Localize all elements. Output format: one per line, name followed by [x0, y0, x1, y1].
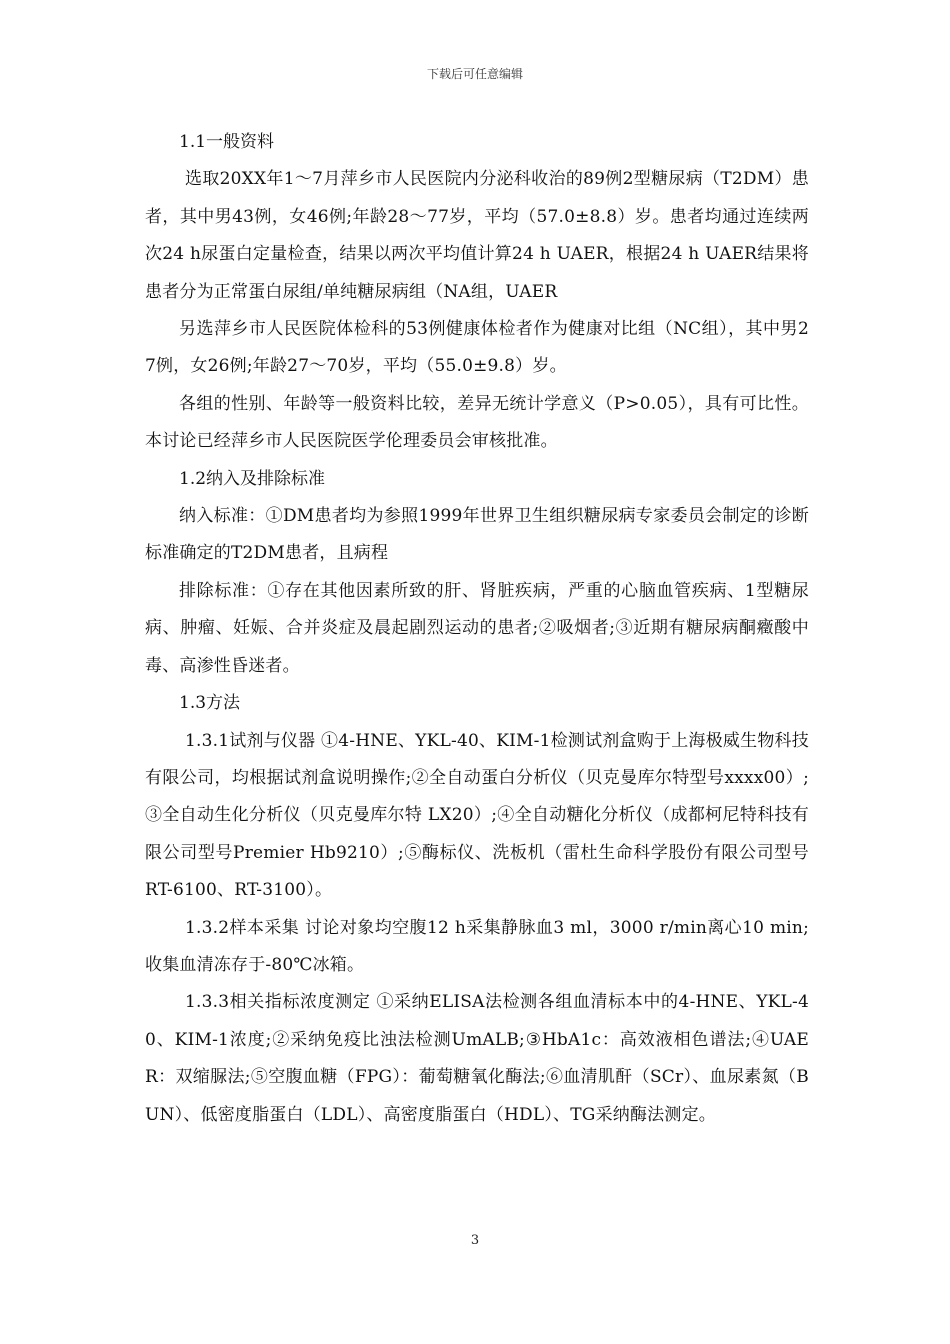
paragraph-comparability: 各组的性别、年龄等一般资料比较，差异无统计学意义（P>0.05），具有可比性。本讨论已经萍乡市人民医院医学伦理委员会审核批准。	[145, 393, 809, 452]
page-header: 下载后可任意编辑	[426, 67, 523, 81]
paragraph-general-info: 选取20XX年1～7月萍乡市人民医院内分泌科收治的89例2型糖尿病（T2DM）患者，其中男43例，女46例;年龄28～77岁，平均（57.0±8.8）岁。患者均通过连续两次24 h尿蛋白定量检查，结果以两次平均值计算24 h UAER，根据24 h UAER结果将患者分为正常蛋白尿组/单纯糖尿病组（NA组，UAER	[145, 169, 809, 302]
paragraph-exclusion-criteria: 排除标准：①存在其他因素所致的肝、肾脏疾病，严重的心脑血管疾病、1型糖尿病、肿瘤、妊娠、合并炎症及晨起剧烈运动的患者;②吸烟者;③近期有糖尿病酮癥酸中毒、高渗性昏迷者。	[145, 580, 809, 676]
paragraph-indicator-measurement: 1.3.3相关指标浓度测定 ①采纳ELISA法检测各组血清标本中的4-HNE、YKL-40、KIM-1浓度;②采纳免疫比浊法检测UmALB;③HbA1c：高效液相色谱法;④UAER：双缩脲法;⑤空腹血糖（FPG）：葡萄糖氧化酶法;⑥血清肌酐（SCr）、血尿素氮（BUN）、低密度脂蛋白（LDL）、高密度脂蛋白（HDL）、TG采纳酶法测定。	[145, 992, 809, 1125]
paragraph-control-group: 另选萍乡市人民医院体检科的53例健康体检者作为健康对比组（NC组），其中男27例，女26例;年龄27～70岁，平均（55.0±9.8）岁。	[145, 319, 809, 377]
section-heading-1-1: 1.1一般资料	[179, 132, 275, 152]
paragraph-sample-collection: 1.3.2样本采集 讨论对象均空腹12 h采集静脉血3 ml，3000 r/min离心10 min;收集血清冻存于-80℃冰箱。	[145, 917, 809, 975]
page-number: 3	[470, 1233, 480, 1248]
paragraph-inclusion-criteria: 纳入标准：①DM患者均为参照1999年世界卫生组织糖尿病专家委员会制定的诊断标准确定的T2DM患者，且病程	[145, 506, 809, 564]
document-body	[145, 124, 809, 1134]
section-heading-1-2: 1.2纳入及排除标准	[179, 468, 326, 489]
paragraph-reagents-instruments: 1.3.1试剂与仪器 ①4-HNE、YKL-40、KIM-1检测试剂盒购于上海极威生物科技有限公司，均根据试剂盒说明操作;②全自动蛋白分析仪（贝克曼库尔特型号xxxx00）;③全自动生化分析仪（贝克曼库尔特 LX20）;④全自动糖化分析仪（成都柯尼特科技有限公司型号Premier Hb9210）;⑤酶标仪、洗板机（雷杜生命科学股份有限公司型号RT-6100、RT-3100）。	[145, 730, 809, 901]
section-heading-1-3: 1.3方法	[179, 693, 241, 714]
